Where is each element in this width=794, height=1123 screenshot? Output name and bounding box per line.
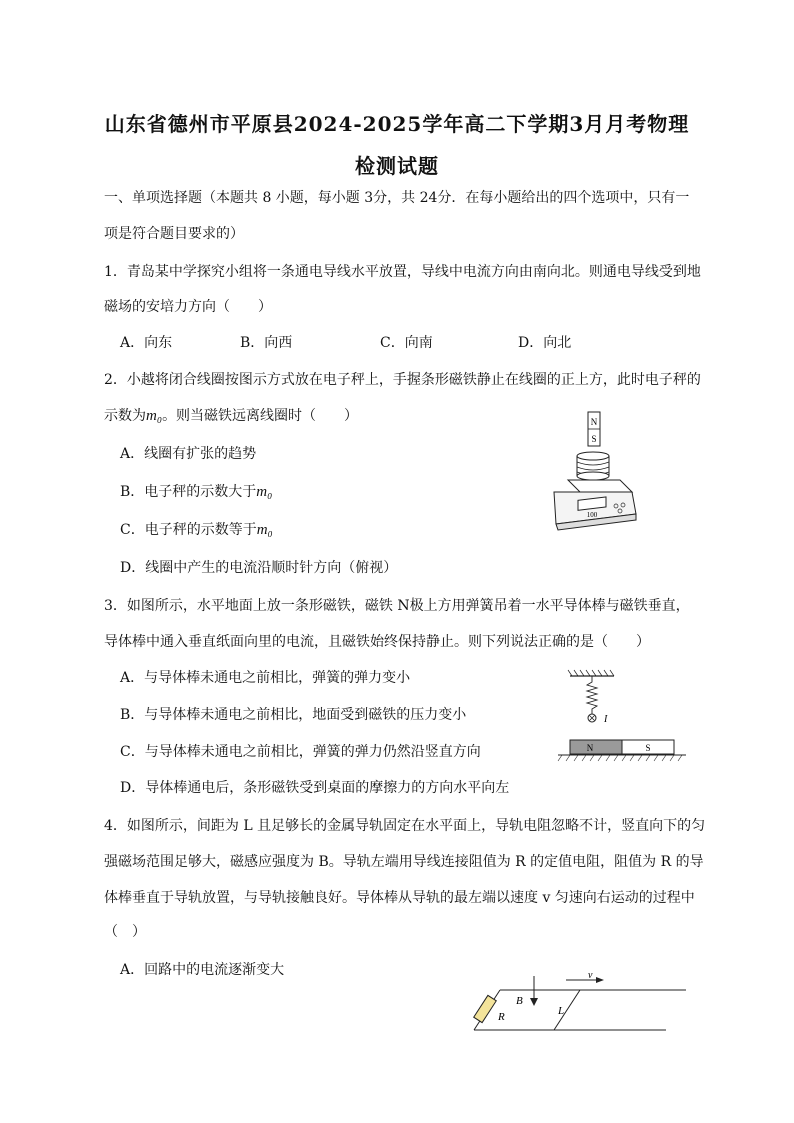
- q2-m0-symbol: m₀: [146, 408, 163, 424]
- svg-text:v: v: [588, 970, 593, 981]
- q1-stem-line2: 磁场的安培力方向（ ）: [104, 299, 272, 315]
- q2-scale-figure: [548, 410, 640, 534]
- q1-stem-line1: 1．青岛某中学探究小组将一条通电导线水平放置，导线中电流方向由南向北。则通电导线受到地: [104, 264, 701, 280]
- svg-text:L: L: [558, 1005, 565, 1017]
- page-title-line2: 检测试题: [355, 154, 439, 178]
- q3-spring-magnet-figure: [556, 668, 688, 764]
- q1-option-b: B．向西: [240, 335, 293, 351]
- svg-text:N: N: [586, 743, 594, 753]
- svg-text:N: N: [590, 417, 598, 427]
- svg-text:S: S: [591, 434, 597, 444]
- bar-magnet-horizontal: [570, 740, 674, 754]
- coil: [577, 452, 609, 480]
- q3-stem-line2: 导体棒中通入垂直纸面向里的电流，且磁铁始终保持静止。则下列说法正确的是（ ）: [104, 634, 650, 650]
- q3-option-b: B．与导体棒未通电之前相比，地面受到磁铁的压力变小: [120, 707, 467, 723]
- q3-option-a: A．与导体棒未通电之前相比，弹簧的弹力变小: [120, 670, 411, 686]
- svg-text:R: R: [498, 1011, 505, 1023]
- resistor: [474, 995, 497, 1022]
- q4-stem-line4: （ ）: [104, 924, 146, 940]
- section-instructions-line1: 一、单项选择题（本题共 8 小题，每小题 3分，共 24分．在每小题给出的四个选项中，只有一: [104, 190, 690, 206]
- svg-text:S: S: [645, 743, 651, 753]
- q2-stem-line1: 2．小越将闭合线圈按图示方式放在电子秤上，手握条形磁铁静止在线圈的正上方，此时电子秤的: [104, 372, 701, 388]
- q2-option-b: B．电子秤的示数大于m₀: [120, 484, 273, 500]
- q4-rails-figure: [470, 968, 690, 1036]
- electronic-scale: [554, 480, 636, 530]
- q4-stem-line2: 强磁场范围足够大，磁感应强度为 B。导轨左端用导线连接阻值为 R 的定值电阻，阻值为 R 的导: [104, 854, 704, 870]
- q4-stem-line3: 体棒垂直于导轨放置，与导轨接触良好。导体棒从导轨的最左端以速度 v 匀速向右运动的过程中: [104, 890, 695, 906]
- q2-option-a: A．线圈有扩张的趋势: [120, 446, 257, 462]
- q1-option-c: C．向南: [380, 335, 433, 351]
- bar-magnet: [588, 412, 600, 446]
- q2-option-d: D．线圈中产生的电流沿顺时针方向（俯视）: [120, 560, 398, 576]
- q3-option-d: D．导体棒通电后，条形磁铁受到桌面的摩擦力的方向水平向左: [120, 780, 510, 796]
- section-instructions-line2: 项是符合题目要求的）: [104, 226, 244, 242]
- current-label: I: [604, 714, 608, 725]
- scale-display: 100: [586, 511, 598, 519]
- spring: [587, 676, 597, 714]
- q1-option-d: D．向北: [518, 335, 572, 351]
- q4-stem-line1: 4．如图所示，间距为 L 且足够长的金属导轨固定在水平面上，导轨电阻忽略不计，竖直向下的匀: [104, 818, 706, 834]
- q3-stem-line1: 3．如图所示，水平地面上放一条形磁铁，磁铁 N极上方用弹簧吊着一水平导体棒与磁铁垂直，: [104, 598, 690, 614]
- q2-option-c: C．电子秤的示数等于m₀: [120, 522, 273, 538]
- q1-option-a: A．向东: [120, 335, 173, 351]
- q2-stem-line2: 示数为m₀。则当磁铁远离线圈时（ ）: [104, 408, 359, 424]
- svg-text:B: B: [516, 995, 523, 1007]
- q4-option-a: A．回路中的电流逐渐变大: [120, 962, 285, 978]
- page-title-line1: 山东省德州市平原县2024-2025学年高二下学期3月月考物理: [104, 112, 690, 136]
- q3-option-c: C．与导体棒未通电之前相比，弹簧的弹力仍然沿竖直方向: [120, 744, 481, 760]
